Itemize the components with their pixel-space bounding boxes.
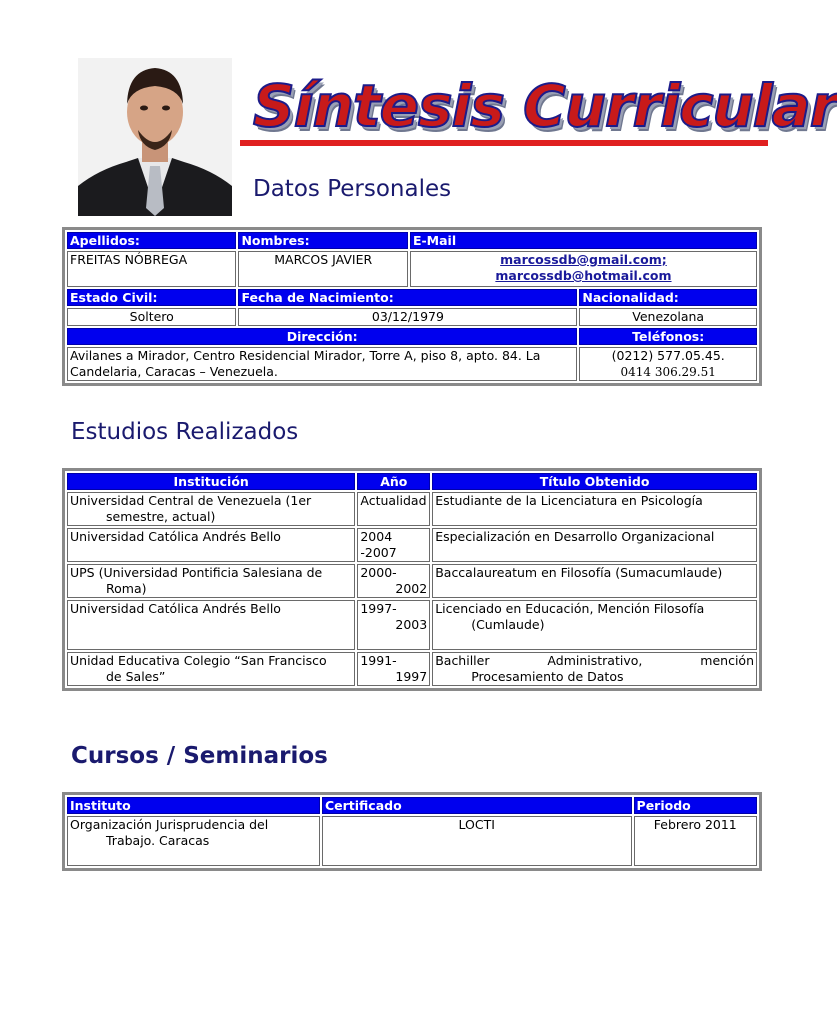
cell-institucion (67, 564, 355, 598)
cell-line: Universidad Católica Andrés Bello (70, 529, 281, 544)
cell-line: Actualidad (360, 493, 427, 508)
email-link-hotmail[interactable]: marcossdb@hotmail.com (495, 268, 672, 283)
table-row (67, 816, 757, 866)
cell-line: de Sales” (106, 669, 166, 684)
cell-line: Universidad Central de Venezuela (1er (70, 493, 312, 508)
cell-line: 2003 (395, 617, 428, 632)
value-apellidos: FREITAS NÓBREGA (67, 251, 236, 287)
cell-anio (357, 600, 430, 650)
col-instituto: Instituto (67, 797, 320, 814)
cell-line: 2002 (395, 581, 428, 596)
label-nacionalidad: Nacionalidad: (579, 289, 757, 306)
title-underline (240, 140, 768, 146)
profile-photo (78, 58, 232, 216)
cell-instituto (67, 816, 320, 866)
personal-data-table (62, 227, 762, 386)
cell-line: Trabajo. Caracas (106, 833, 210, 848)
section-heading-personal: Datos Personales (253, 176, 452, 202)
cell-institucion (67, 528, 355, 562)
cell-line: Universidad Católica Andrés Bello (70, 601, 281, 616)
section-heading-estudios: Estudios Realizados (71, 419, 299, 445)
email-link-gmail[interactable]: marcossdb@gmail.com; (500, 252, 667, 267)
value-telefonos (579, 347, 757, 381)
col-anio: Año (357, 473, 430, 490)
cell-anio (357, 528, 430, 562)
email-cell (410, 251, 757, 287)
label-telefonos: Teléfonos: (579, 328, 757, 345)
label-direccion: Dirección: (67, 328, 577, 345)
cell-titulo (432, 564, 757, 598)
cell-line: 2000- (360, 565, 397, 580)
cell-line: 1991- (360, 653, 397, 668)
cell-line: -2007 (360, 545, 397, 560)
cell-titulo (432, 492, 757, 526)
cell-line: UPS (Universidad Pontificia Salesiana de (70, 565, 323, 580)
telefono-movil: 0414 306.29.51 (620, 365, 716, 379)
label-email: E-Mail (410, 232, 757, 249)
cell-line: 1997- (360, 601, 397, 616)
direccion-line-2: Candelaria, Caracas – Venezuela. (70, 364, 278, 379)
telefono-fijo: (0212) 577.05.45. (611, 348, 725, 363)
cell-titulo (432, 528, 757, 562)
table-row (67, 528, 757, 562)
col-institucion: Institución (67, 473, 355, 490)
col-periodo: Periodo (634, 797, 757, 814)
cell-anio (357, 492, 430, 526)
section-heading-cursos: Cursos / Seminarios (71, 743, 328, 769)
label-estado-civil: Estado Civil: (67, 289, 236, 306)
table-row (67, 492, 757, 526)
cell-line: Procesamiento de Datos (471, 669, 624, 684)
col-titulo: Título Obtenido (432, 473, 757, 490)
cell-line: 2004 (360, 529, 393, 544)
cell-line: 1997 (395, 669, 428, 684)
cell-line: (Cumlaude) (471, 617, 545, 632)
label-nombres: Nombres: (238, 232, 407, 249)
col-certificado: Certificado (322, 797, 632, 814)
resume-title: Síntesis Curricular (253, 72, 837, 140)
cell-line: Unidad Educativa Colegio “San Francisco (70, 653, 327, 668)
cell-line: Licenciado en Educación, Mención Filosofía (435, 601, 705, 616)
value-nombres: MARCOS JAVIER (238, 251, 407, 287)
cell-line: Especialización en Desarrollo Organizacional (435, 529, 715, 544)
cell-institucion (67, 600, 355, 650)
cell-line: Estudiante de la Licenciatura en Psicología (435, 493, 703, 508)
table-row (67, 652, 757, 686)
label-fecha-nacimiento: Fecha de Nacimiento: (238, 289, 577, 306)
value-direccion (67, 347, 577, 381)
estudios-table (62, 468, 762, 691)
table-row (67, 600, 757, 650)
cell-word: mención (700, 653, 754, 668)
cell-line: Roma) (106, 581, 147, 596)
value-fecha-nacimiento: 03/12/1979 (238, 308, 577, 326)
cell-institucion (67, 492, 355, 526)
cell-line: Organización Jurisprudencia del (70, 817, 269, 832)
cell-certificado: LOCTI (322, 816, 632, 866)
cursos-table (62, 792, 762, 871)
direccion-line-1: Avilanes a Mirador, Centro Residencial Mirador, Torre A, piso 8, apto. 84. La (70, 348, 541, 363)
cell-line (435, 653, 754, 669)
cell-word: Administrativo, (547, 653, 643, 668)
cell-anio (357, 564, 430, 598)
cell-anio (357, 652, 430, 686)
cell-periodo: Febrero 2011 (634, 816, 757, 866)
value-nacionalidad: Venezolana (579, 308, 757, 326)
cell-titulo (432, 600, 757, 650)
cell-institucion (67, 652, 355, 686)
cell-line: semestre, actual) (106, 509, 216, 524)
table-row (67, 564, 757, 598)
cell-word: Bachiller (435, 653, 490, 668)
cell-line: Baccalaureatum en Filosofía (Sumacumlaude) (435, 565, 723, 580)
label-apellidos: Apellidos: (67, 232, 236, 249)
cell-titulo (432, 652, 757, 686)
value-estado-civil: Soltero (67, 308, 236, 326)
